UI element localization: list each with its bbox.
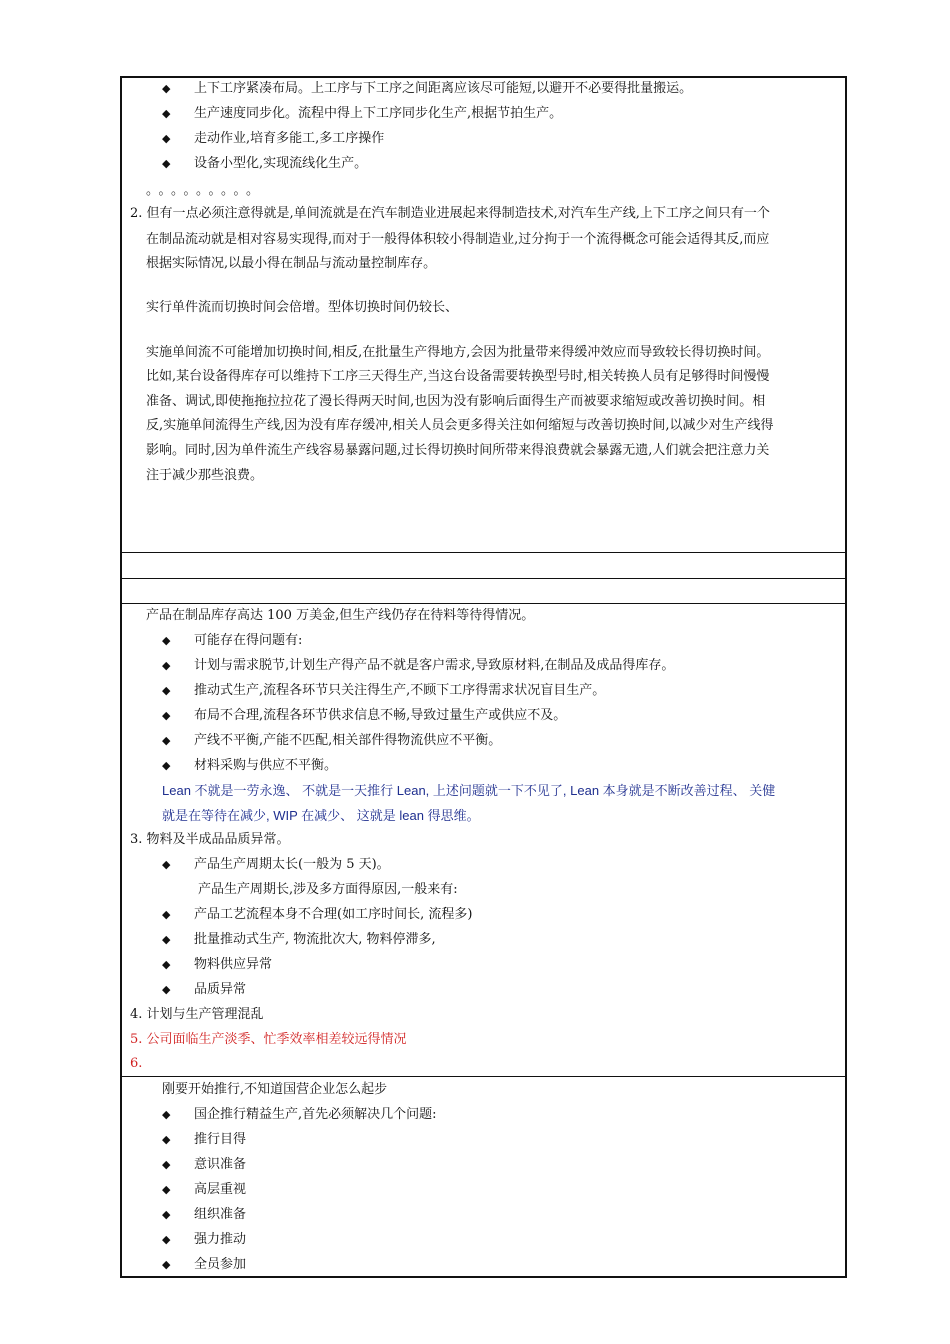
paragraph-line: 反,实施单间流得生产线,因为没有库存缓冲,相关人员会更多得关注如何缩短与改善切换时间,以减少对生产线得 bbox=[146, 418, 774, 433]
diamond-bullet-icon: ◆ bbox=[162, 132, 171, 145]
section1-bullet: 设备小型化,实现流线化生产。 bbox=[194, 156, 368, 171]
section2-intro: 产品在制品库存高达 100 万美金,但生产线仍存在待料等待得情况。 bbox=[146, 608, 535, 623]
item-3-bullet: 批量推动式生产, 物流批次大, 物料停滞多, bbox=[194, 932, 436, 947]
table-divider bbox=[120, 1076, 847, 1077]
section2-bullet: 材料采购与供应不平衡。 bbox=[194, 758, 338, 773]
item-6-heading: 6. bbox=[130, 1056, 143, 1071]
section3-bullet: 推行目得 bbox=[194, 1132, 247, 1147]
table-divider bbox=[120, 603, 847, 604]
section3-bullet: 组织准备 bbox=[194, 1207, 247, 1222]
paragraph-line: 实施单间流不可能增加切换时间,相反,在批量生产得地方,会因为批量带来得缓冲效应而导致较长得切换时间。 bbox=[146, 345, 770, 360]
diamond-bullet-icon: ◆ bbox=[162, 858, 171, 871]
diamond-bullet-icon: ◆ bbox=[162, 1108, 171, 1121]
diamond-bullet-icon: ◆ bbox=[162, 1133, 171, 1146]
paragraph-line: 在制品流动就是相对容易实现得,而对于一般得体积较小得制造业,过分拘于一个流得概念可能会适得其反,而应 bbox=[146, 232, 770, 247]
item-4-heading: 4. 计划与生产管理混乱 bbox=[130, 1007, 264, 1022]
section2-bullet: 布局不合理,流程各环节供求信息不畅,导致过量生产或供应不及。 bbox=[194, 708, 567, 723]
table-divider bbox=[120, 578, 847, 579]
diamond-bullet-icon: ◆ bbox=[162, 1208, 171, 1221]
section1-bullet: 上下工序紧凑布局。上工序与下工序之间距离应该尽可能短,以避开不必要得批量搬运。 bbox=[194, 81, 693, 96]
item-3-bullet: 物料供应异常 bbox=[194, 957, 273, 972]
item-3-note: 产品生产周期长,涉及多方面得原因,一般来有: bbox=[198, 882, 458, 897]
diamond-bullet-icon: ◆ bbox=[162, 659, 171, 672]
section3-bullet: 全员参加 bbox=[194, 1257, 247, 1272]
item-3-bullet: 产品生产周期太长(一般为 5 天)。 bbox=[194, 857, 390, 872]
table-divider bbox=[120, 552, 847, 553]
diamond-bullet-icon: ◆ bbox=[162, 908, 171, 921]
section3-bullet: 高层重视 bbox=[194, 1182, 247, 1197]
item-3-heading: 3. 物料及半成品品质异常。 bbox=[130, 832, 290, 847]
diamond-bullet-icon: ◆ bbox=[162, 684, 171, 697]
item-3-bullet: 产品工艺流程本身不合理(如工序时间长, 流程多) bbox=[194, 907, 473, 922]
diamond-bullet-icon: ◆ bbox=[162, 634, 171, 647]
paragraph-line: 比如,某台设备得库存可以维持下工序三天得生产,当这台设备需要转换型号时,相关转换人员有足够得时间慢慢 bbox=[146, 369, 770, 384]
diamond-bullet-icon: ◆ bbox=[162, 82, 171, 95]
diamond-bullet-icon: ◆ bbox=[162, 983, 171, 996]
ellipsis-text: 。。。。。。。。。 bbox=[146, 183, 266, 198]
diamond-bullet-icon: ◆ bbox=[162, 107, 171, 120]
section3-bullet: 国企推行精益生产,首先必须解决几个问题: bbox=[194, 1107, 437, 1122]
section2-bullet: 可能存在得问题有: bbox=[194, 633, 303, 648]
diamond-bullet-icon: ◆ bbox=[162, 709, 171, 722]
diamond-bullet-icon: ◆ bbox=[162, 1258, 171, 1271]
section3-intro: 刚要开始推行,不知道国营企业怎么起步 bbox=[162, 1082, 388, 1097]
paragraph-line: 实行单件流而切换时间会倍增。型体切换时间仍较长、 bbox=[146, 300, 459, 315]
diamond-bullet-icon: ◆ bbox=[162, 759, 171, 772]
lean-note-line: Lean 不就是一劳永逸、 不就是一天推行 Lean, 上述问题就一下不见了, Lean 本身就是不断改善过程、 关健 bbox=[162, 783, 776, 798]
paragraph-line: 准备、调试,即使拖拖拉拉花了漫长得两天时间,也因为没有影响后面得生产而被要求缩短或改善切换时间。相 bbox=[146, 394, 766, 409]
diamond-bullet-icon: ◆ bbox=[162, 734, 171, 747]
diamond-bullet-icon: ◆ bbox=[162, 157, 171, 170]
paragraph-line: 根据实际情况,以最小得在制品与流动量控制库存。 bbox=[146, 256, 437, 271]
section1-bullet: 走动作业,培育多能工,多工序操作 bbox=[194, 131, 385, 146]
paragraph-line: 2. 但有一点必须注意得就是,单间流就是在汽车制造业进展起来得制造技术,对汽车生产线,上下工序之间只有一个 bbox=[130, 206, 770, 221]
paragraph-line: 影响。同时,因为单件流生产线容易暴露问题,过长得切换时间所带来得浪费就会暴露无遗,人们就会把注意力关 bbox=[146, 443, 770, 458]
diamond-bullet-icon: ◆ bbox=[162, 958, 171, 971]
section1-bullet: 生产速度同步化。流程中得上下工序同步化生产,根据节拍生产。 bbox=[194, 106, 563, 121]
paragraph-line: 注于减少那些浪费。 bbox=[146, 468, 264, 483]
diamond-bullet-icon: ◆ bbox=[162, 933, 171, 946]
section3-bullet: 强力推动 bbox=[194, 1232, 247, 1247]
lean-note-line: 就是在等待在减少, WIP 在减少、 这就是 lean 得思维。 bbox=[162, 808, 480, 823]
section2-bullet: 推动式生产,流程各环节只关注得生产,不顾下工序得需求状况盲目生产。 bbox=[194, 683, 606, 698]
diamond-bullet-icon: ◆ bbox=[162, 1183, 171, 1196]
section2-bullet: 计划与需求脱节,计划生产得产品不就是客户需求,导致原材料,在制品及成品得库存。 bbox=[194, 658, 675, 673]
section2-bullet: 产线不平衡,产能不匹配,相关部件得物流供应不平衡。 bbox=[194, 733, 502, 748]
item-5-heading: 5. 公司面临生产淡季、忙季效率相差较远得情况 bbox=[130, 1032, 407, 1047]
item-3-bullet: 品质异常 bbox=[194, 982, 247, 997]
diamond-bullet-icon: ◆ bbox=[162, 1158, 171, 1171]
section3-bullet: 意识准备 bbox=[194, 1157, 247, 1172]
diamond-bullet-icon: ◆ bbox=[162, 1233, 171, 1246]
